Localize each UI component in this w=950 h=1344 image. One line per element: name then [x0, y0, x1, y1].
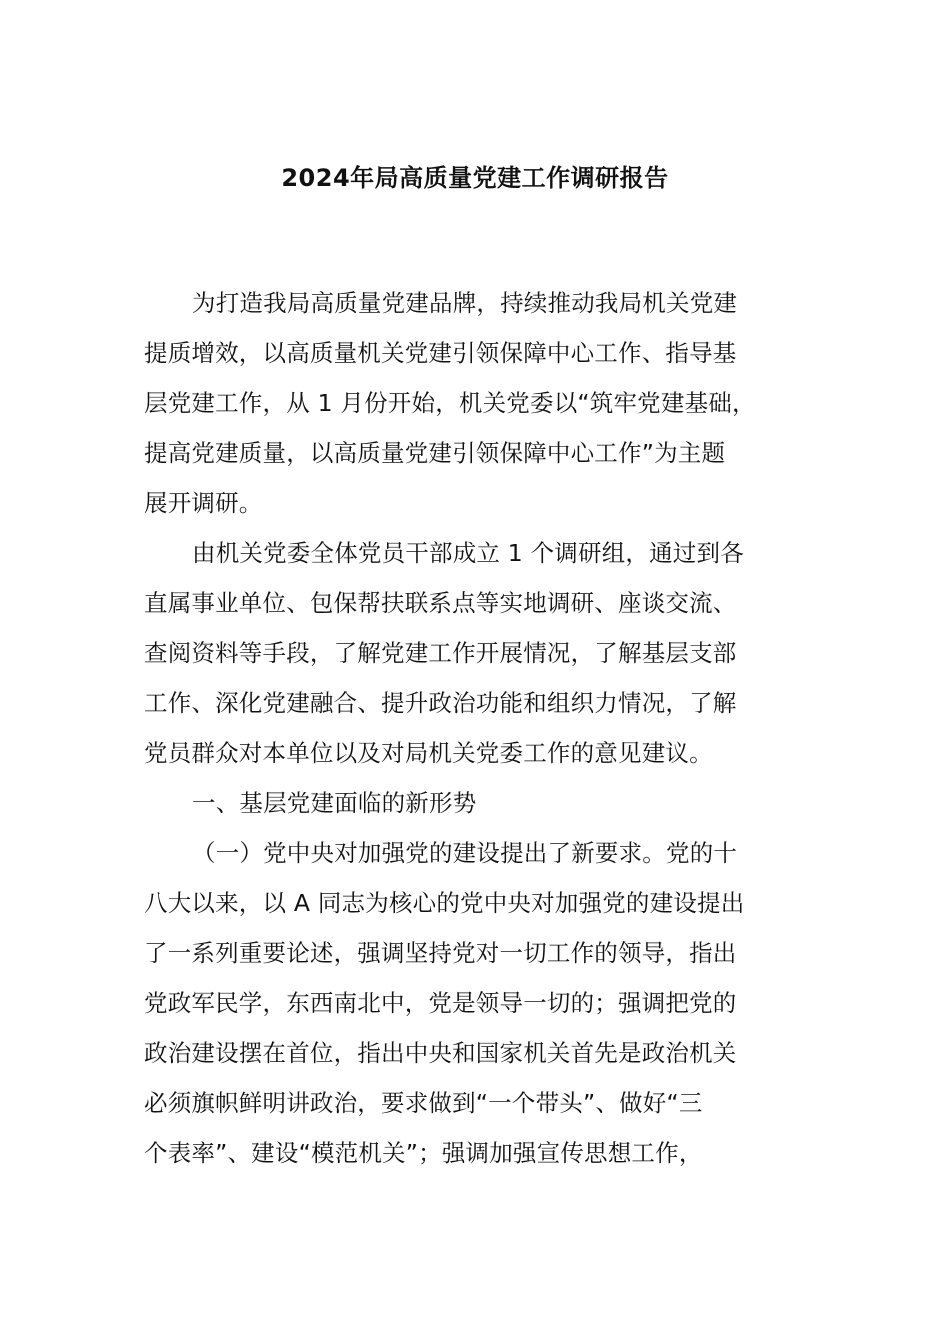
text-line: 党员群众对本单位以及对局机关党委工作的意见建议。 — [144, 739, 713, 767]
document-title: 2024年局高质量党建工作调研报告 — [281, 164, 669, 192]
text-line: 查阅资料等手段，了解党建工作开展情况，了解基层支部 — [144, 639, 737, 667]
text-line: 展开调研。 — [144, 489, 263, 517]
text-line: 提质增效，以高质量机关党建引领保障中心工作、指导基 — [144, 339, 737, 367]
text-line: （一）党中央对加强党的建设提出了新要求。党的十 — [192, 839, 738, 867]
text-line: 直属事业单位、包保帮扶联系点等实地调研、座谈交流、 — [144, 589, 737, 617]
text-line: 提高党建质量，以高质量党建引领保障中心工作”为主题 — [144, 439, 726, 467]
text-line: 政治建设摆在首位，指出中央和国家机关首先是政治机关 — [144, 1039, 737, 1067]
text-line: 工作、深化党建融合、提升政治功能和组织力情况，了解 — [144, 689, 737, 717]
text-line: 为打造我局高质量党建品牌，持续推动我局机关党建 — [192, 289, 738, 317]
text-line: 了一系列重要论述，强调坚持党对一切工作的领导，指出 — [144, 939, 737, 967]
section-heading: 一、基层党建面临的新形势 — [192, 789, 477, 817]
text-line: 党政军民学，东西南北中，党是领导一切的；强调把党的 — [144, 989, 737, 1017]
text-line: 由机关党委全体党员干部成立 1 个调研组，通过到各 — [192, 539, 744, 567]
text-line: 个表率”、建设“模范机关”；强调加强宣传思想工作， — [144, 1139, 703, 1167]
text-line: 必须旗帜鲜明讲政治，要求做到“一个带头”、做好“三 — [144, 1089, 703, 1117]
text-line: 八大以来，以 A 同志为核心的党中央对加强党的建设提出 — [144, 889, 745, 917]
text-line: 层党建工作，从 1 月份开始，机关党委以“筑牢党建基础， — [144, 389, 756, 417]
document-body — [144, 278, 814, 1178]
